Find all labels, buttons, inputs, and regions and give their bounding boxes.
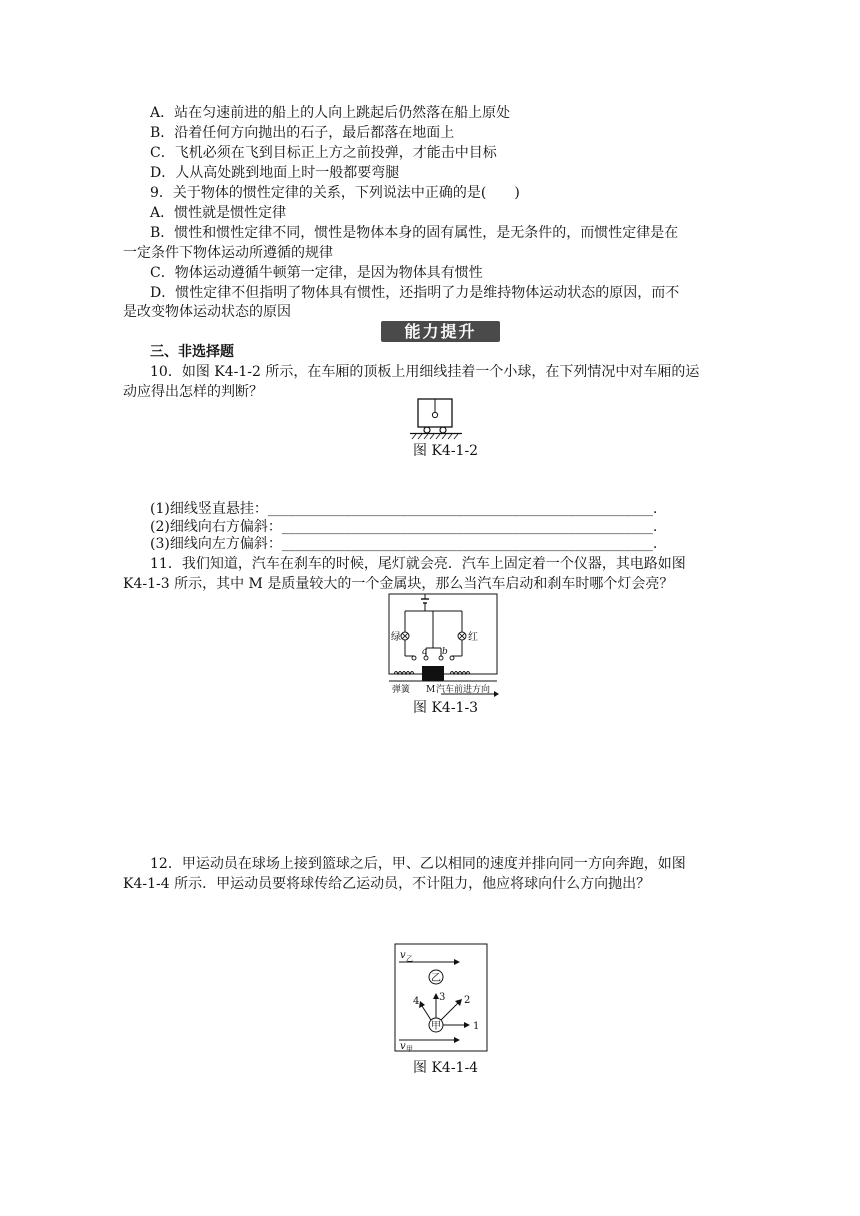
figure-k4-1-4-caption: 图 K4-1-4 (413, 1060, 479, 1076)
q11-line1: 11．我们知道，汽车在刹车的时候，尾灯就会亮．汽车上固定着一个仪器，其电路如图 (150, 556, 686, 572)
arrow-4-label: 4 (413, 996, 420, 1007)
q9-option-c: C．物体运动遵循牛顿第一定律，是因为物体具有惯性 (150, 265, 483, 281)
players-figure (394, 943, 490, 1053)
direction-label: 汽车前进方向 (436, 685, 491, 695)
q8-option-b: B．沿着任何方向抛出的石子，最后都落在地面上 (150, 125, 455, 141)
contact-a-label: a (422, 647, 428, 657)
q12-line2: K4-1-4 所示．甲运动员要将球传给乙运动员，不计阻力，他应将球向什么方向抛出？ (123, 876, 651, 892)
q9-option-b-line1: B．惯性和惯性定律不同，惯性是物体本身的固有属性，是无条件的，而惯性定律是在 (150, 225, 679, 241)
q10-line2: 动应得出怎样的判断？ (123, 384, 263, 400)
q11-line2: K4-1-3 所示，其中 M 是质量较大的一个金属块，那么当汽车启动和刹车时哪个灯会亮？ (123, 576, 674, 592)
q8-option-c: C．飞机必须在飞到目标正上方之前投弹，才能击中目标 (150, 145, 497, 161)
q12-line1: 12．甲运动员在球场上接到篮球之后，甲、乙以相同的速度并排向同一方向奔跑，如图 (150, 856, 686, 872)
carriage-figure (402, 398, 462, 440)
mass-label: M (426, 685, 436, 695)
q9-option-b-line2: 一定条件下物体运动所遵循的规律 (123, 245, 333, 261)
q10-blank-1: (1)细线竖直悬挂：_______________________________________________________. (150, 501, 658, 517)
q9-option-a: A．惯性就是惯性定律 (150, 205, 287, 221)
v-yi-label: v (400, 950, 406, 961)
player-yi-label: 乙 (431, 973, 441, 984)
section-banner-label: 能力提升 (404, 322, 477, 341)
q10-blank-2: (2)细线向右方偏斜：_____________________________________________________. (150, 519, 658, 535)
lamp-green-label: 绿 (391, 632, 401, 643)
q9-stem: 9．关于物体的惯性定律的关系，下列说法中正确的是( ) (150, 185, 520, 201)
arrow-2-label: 2 (464, 995, 471, 1006)
q8-option-d: D．人从高处跳到地面上时一般都要弯腿 (150, 165, 400, 181)
v-yi-subscript: 乙 (406, 955, 413, 963)
v-jia-label: v (400, 1041, 406, 1052)
arrow-1-label: 1 (473, 1021, 480, 1032)
contact-b-label: b (442, 647, 448, 657)
circuit-figure (386, 593, 500, 697)
figure-k4-1-2-caption: 图 K4-1-2 (413, 443, 479, 459)
q9-option-d-line1: D．惯性定律不但指明了物体具有惯性，还指明了力是维持物体运动状态的原因，而不 (150, 285, 680, 301)
section-banner (381, 321, 500, 342)
lamp-red-label: 红 (468, 632, 478, 643)
v-jia-subscript: 甲 (406, 1045, 413, 1053)
q8-option-a: A．站在匀速前进的船上的人向上跳起后仍然落在船上原处 (150, 105, 511, 121)
q10-blank-3: (3)细线向左方偏斜：_____________________________________________________. (150, 536, 658, 552)
section-title: 三、非选择题 (150, 344, 234, 360)
q10-line1: 10．如图 K4-1-2 所示，在车厢的顶板上用细线挂着一个小球，在下列情况中对车厢的运 (150, 364, 700, 380)
q9-option-d-line2: 是改变物体运动状态的原因 (123, 304, 291, 320)
spring-label: 弹簧 (392, 685, 411, 695)
player-jia-label: 甲 (431, 1021, 441, 1032)
arrow-3-label: 3 (439, 992, 446, 1003)
figure-k4-1-3-caption: 图 K4-1-3 (413, 700, 479, 716)
